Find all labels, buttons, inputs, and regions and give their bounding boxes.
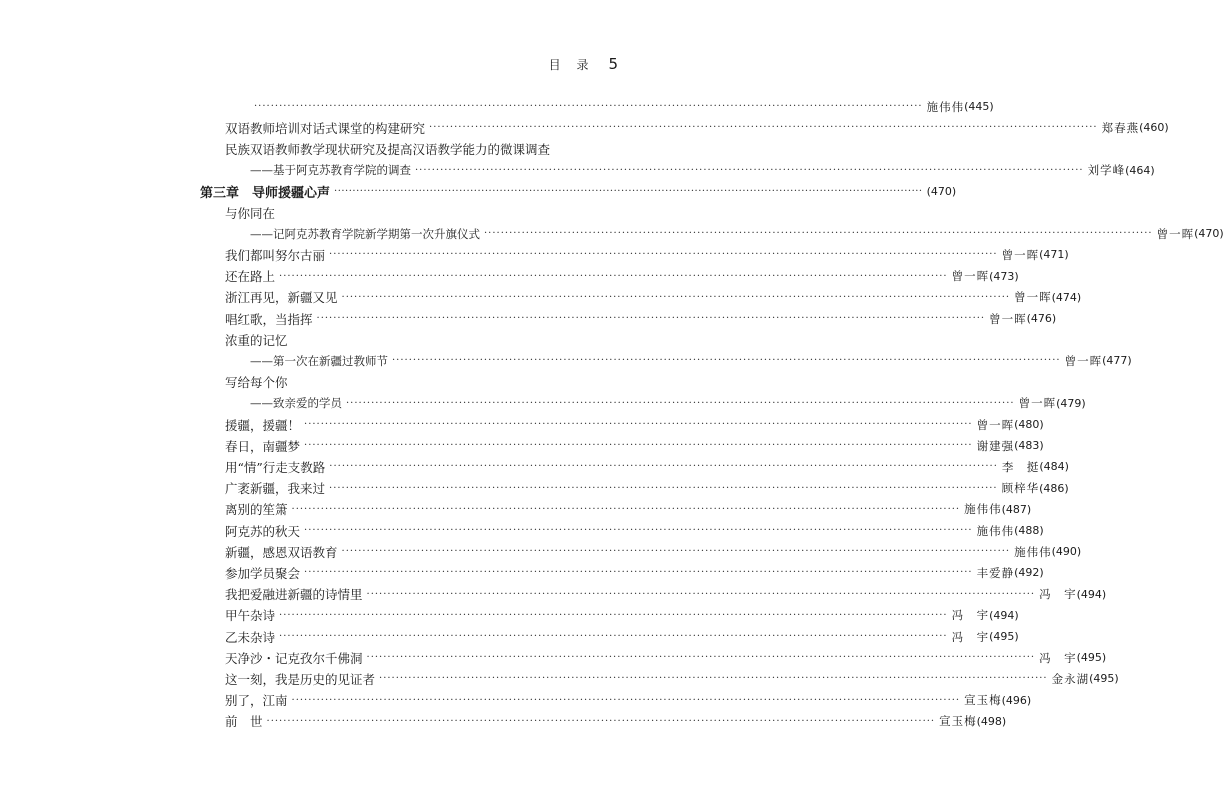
entry-page-number: (470) — [1194, 227, 1224, 241]
toc-entry-content — [225, 437, 1044, 455]
entry-author: 李 挺 — [1001, 459, 1040, 474]
entry-page-number: (479) — [1056, 396, 1086, 410]
toc-entry-row — [0, 499, 1032, 520]
entry-title: 广袤新疆，我来过 — [225, 481, 326, 497]
dot-leader: ································································································································································ — [346, 397, 1015, 409]
entry-title: 援疆，援疆！ — [225, 417, 301, 433]
toc-entry-content — [225, 691, 1032, 709]
entry-author: 郑春燕 — [1101, 120, 1140, 135]
toc-entry-row — [0, 520, 1044, 541]
dot-leader: ································································································································································ — [415, 164, 1084, 176]
toc-entry-content — [225, 310, 1057, 328]
dot-leader: ································································································································································ — [304, 419, 973, 430]
toc-entry-content — [225, 267, 1019, 285]
entry-author: 曾一晖 — [1018, 396, 1057, 411]
toc-entry-row — [0, 287, 1082, 308]
toc-entry-row — [0, 647, 1107, 668]
toc-entry-content — [225, 670, 1119, 688]
entry-title: 这一刻，我是历史的见证者 — [225, 671, 376, 687]
toc-entry-content — [250, 99, 994, 115]
entry-author: 曾一晖 — [1001, 247, 1040, 262]
entry-author: 曾一晖 — [989, 311, 1027, 326]
entry-title: 乙未杂诗 — [225, 629, 276, 645]
dot-leader: ································································································································································ — [341, 291, 1011, 303]
entry-page-number: (495) — [1076, 651, 1107, 665]
toc-entry-content — [225, 500, 1032, 518]
dot-leader: ································································································································································ — [291, 503, 961, 515]
entry-author: 冯 宇 — [951, 608, 990, 623]
dot-leader: ································································································································································ — [304, 525, 973, 536]
entry-page-number: (460) — [1139, 121, 1169, 135]
entry-page-number: (464) — [1125, 163, 1155, 177]
running-header — [549, 55, 618, 73]
dot-leader: ································································································································································ — [266, 715, 936, 727]
entry-page-number: (498) — [976, 714, 1007, 728]
entry-author: 施伟伟 — [926, 99, 965, 114]
toc-entry-row — [0, 244, 1069, 265]
toc-entry-content — [225, 246, 1069, 264]
toc-entry-content — [225, 373, 288, 391]
dot-leader: ································································································································································ — [329, 249, 998, 261]
entry-subtitle: ——第一次在新疆过教师节 — [250, 353, 388, 368]
toc-entry-row — [0, 350, 1132, 371]
toc-entry-row — [0, 456, 1069, 477]
dot-leader: ································································································································································ — [279, 609, 948, 621]
dot-leader: ································································································································································ — [279, 270, 948, 282]
toc-entry-row — [0, 393, 1086, 414]
toc-entry-row — [0, 372, 800, 393]
toc-entry-row — [0, 605, 1019, 626]
dot-leader: ································································································································································ — [279, 631, 948, 642]
toc-entry-content — [225, 140, 550, 158]
entry-author: 谢建强 — [976, 438, 1015, 453]
toc-entry-content — [200, 182, 957, 201]
entry-title: 参加学员聚会 — [225, 565, 301, 581]
entry-page-number: (494) — [1076, 587, 1107, 601]
entry-page-number: (487) — [1001, 502, 1032, 516]
toc-entry-content — [225, 119, 1169, 137]
entry-title: 甲午杂诗 — [225, 608, 276, 624]
toc-entry-row — [0, 160, 1155, 181]
toc-entry-row — [0, 96, 994, 117]
entry-title: 我把爱融进新疆的诗情里 — [225, 587, 363, 603]
toc-entry-row — [0, 308, 1057, 329]
toc-entry-row — [0, 202, 800, 223]
entry-page-number: (473) — [989, 269, 1019, 283]
dot-leader: ································································································································································ — [379, 673, 1048, 685]
toc-entry-row — [0, 223, 1224, 244]
entry-title: 浓重的记忆 — [225, 332, 288, 348]
toc-entry-content — [250, 395, 1086, 411]
toc-entry-content — [225, 522, 1044, 540]
entry-title: 天净沙・记克孜尔千佛洞 — [225, 650, 363, 666]
dot-leader: ································································································································································ — [334, 185, 923, 197]
dot-leader: ································································································································································ — [304, 440, 973, 452]
entry-title: 与你同在 — [225, 205, 276, 221]
toc-entry-row — [0, 584, 1107, 605]
entry-author: 施伟伟 — [964, 502, 1002, 517]
dot-leader: ································································································································································ — [392, 355, 1061, 367]
entry-page-number: (476) — [1026, 312, 1057, 325]
entry-page-number: (483) — [1014, 439, 1044, 453]
toc-entry-content — [225, 585, 1107, 603]
entry-title: 用“情”行走支教路 — [225, 459, 326, 475]
dot-leader: ································································································································································ — [341, 546, 1011, 558]
entry-title: 我们都叫努尔古丽 — [225, 247, 326, 263]
toc-entry-row — [0, 562, 1044, 583]
entry-page-number: (474) — [1051, 290, 1082, 304]
entry-page-number: (480) — [1014, 418, 1044, 431]
entry-page-number: (471) — [1039, 248, 1069, 262]
entry-subtitle: ——致亲爱的学员 — [250, 396, 342, 411]
toc-entry-row — [0, 414, 1044, 435]
entry-author: 宣玉梅 — [939, 714, 977, 729]
entry-page-number: (477) — [1102, 354, 1132, 368]
dot-leader: ································································································································································ — [429, 122, 1098, 134]
entry-title: 新疆，感恩双语教育 — [225, 544, 338, 560]
toc-entry-content — [250, 226, 1224, 242]
toc-entry-row — [0, 626, 1019, 647]
section-label: 目 录 — [548, 58, 595, 72]
entry-author: 金永湖 — [1051, 671, 1090, 686]
toc-entry-content — [225, 331, 288, 349]
dot-leader: ································································································································································ — [304, 567, 973, 579]
entry-author: 冯 宇 — [1039, 587, 1077, 602]
toc-entry-row — [0, 435, 1044, 456]
toc-entry-content — [225, 628, 1019, 646]
toc-entry-content — [225, 712, 1007, 730]
toc-entry-row — [0, 266, 1019, 287]
toc-entry-row — [0, 478, 1069, 499]
entry-author: 刘学峰 — [1087, 163, 1126, 178]
entry-page-number: (445) — [964, 100, 994, 113]
toc-entry-content — [225, 606, 1019, 624]
toc-chapter-row — [0, 181, 957, 202]
toc-entry-content — [225, 479, 1069, 497]
dot-leader: ································································································································································ — [329, 461, 998, 473]
toc-entry-content — [225, 288, 1082, 306]
entry-title: 浙江再见，新疆又见 — [225, 290, 338, 306]
entry-author: 曾一晖 — [1064, 353, 1103, 368]
toc-entry-row — [0, 690, 1032, 711]
dot-leader: ································································································································································ — [366, 652, 1036, 664]
dot-leader: ································································································································································ — [329, 482, 998, 494]
entry-title: 还在路上 — [225, 269, 276, 285]
entry-author: 曾一晖 — [951, 269, 990, 284]
dot-leader: ································································································································································ — [316, 313, 986, 324]
entry-page-number: (492) — [1014, 566, 1044, 580]
entry-title: 别了，江南 — [225, 693, 288, 709]
entry-page-number: (494) — [989, 608, 1019, 622]
toc-entry-row — [0, 668, 1119, 689]
entry-title: 写给每个你 — [225, 375, 288, 391]
entry-author: 冯 宇 — [1039, 650, 1077, 665]
dot-leader: ································································································································································ — [254, 101, 923, 112]
entry-author: 宣玉梅 — [964, 693, 1002, 708]
entry-page-number: (495) — [989, 630, 1019, 643]
entry-page-number: (470) — [926, 184, 957, 198]
toc-entry-content — [225, 564, 1044, 582]
toc-entry-content — [225, 649, 1107, 667]
entry-page-number: (488) — [1014, 524, 1044, 537]
toc-entry-content — [225, 204, 275, 222]
toc-entry-content — [250, 162, 1155, 178]
entry-page-number: (496) — [1001, 693, 1032, 707]
entry-author: 曾一晖 — [976, 417, 1015, 432]
chapter-title: 第三章 导师援疆心声 — [200, 185, 331, 201]
toc-entry-row — [0, 711, 1007, 732]
dot-leader: ································································································································································ — [366, 588, 1036, 600]
entry-title: 唱红歌，当指挥 — [225, 311, 313, 327]
entry-title: 双语教师培训对话式课堂的构建研究 — [225, 120, 426, 136]
toc-entry-row — [0, 117, 1169, 138]
entry-page-number: (486) — [1039, 481, 1069, 495]
toc-entry-content — [225, 416, 1044, 434]
entry-title: 民族双语教师教学现状研究及提高汉语教学能力的微课调查 — [225, 141, 551, 157]
entry-title: 阿克苏的秋天 — [225, 523, 301, 539]
entry-author: 顾梓华 — [1001, 481, 1040, 496]
entry-title: 前 世 — [225, 714, 263, 730]
entry-subtitle: ——基于阿克苏教育学院的调查 — [250, 163, 411, 178]
entry-author: 丰爱静 — [976, 565, 1015, 580]
toc-entry-content — [225, 543, 1082, 561]
dot-leader: ································································································································································ — [484, 228, 1153, 240]
entry-subtitle: ——记阿克苏教育学院新学期第一次升旗仪式 — [250, 226, 480, 241]
toc-entry-row — [0, 541, 1082, 562]
entry-author: 曾一晖 — [1156, 226, 1195, 241]
entry-page-number: (490) — [1051, 545, 1082, 559]
toc-entry-row — [0, 138, 800, 159]
entry-author: 施伟伟 — [976, 523, 1015, 538]
dot-leader: ································································································································································ — [291, 694, 961, 706]
entry-title: 春日，南疆梦 — [225, 438, 301, 454]
toc-entry-row — [0, 329, 800, 350]
toc-entry-content — [250, 353, 1132, 369]
entry-page-number: (495) — [1089, 672, 1119, 686]
entry-page-number: (484) — [1039, 460, 1069, 474]
toc-entry-content — [225, 458, 1069, 476]
entry-author: 施伟伟 — [1014, 544, 1052, 559]
entry-author: 冯 宇 — [951, 629, 990, 644]
entry-title: 离别的笙箫 — [225, 502, 288, 518]
entry-author: 曾一晖 — [1014, 290, 1052, 305]
page-number: 5 — [608, 55, 618, 73]
